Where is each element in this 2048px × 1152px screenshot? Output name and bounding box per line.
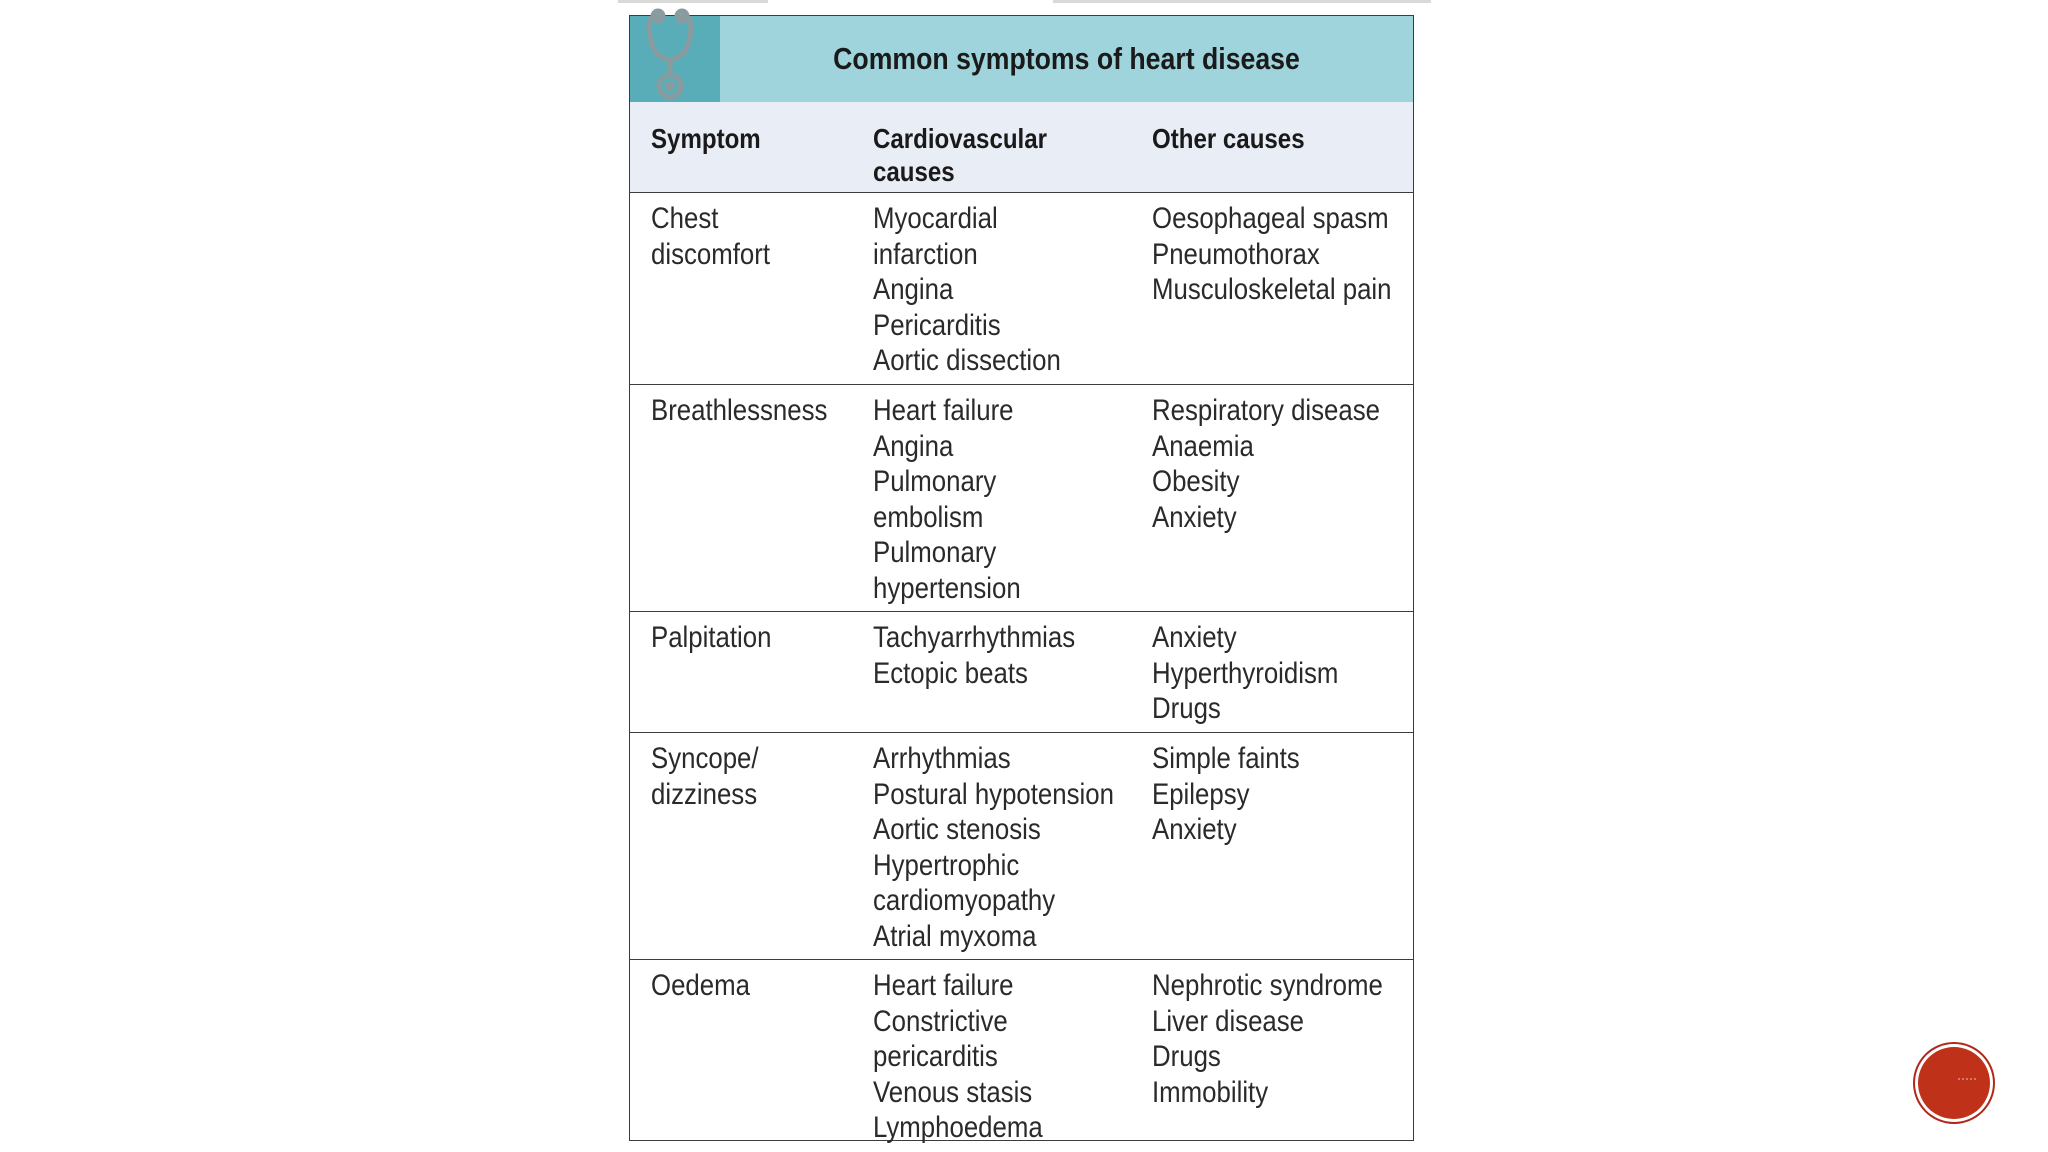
slide-nav-circle-button[interactable] — [1918, 1047, 1990, 1119]
other-causes-cell: Oesophageal spasm Pneumothorax Musculoskeletal pain — [1152, 202, 1392, 306]
other-causes-cell: Respiratory disease Anaemia Obesity Anxiety — [1152, 394, 1381, 534]
symptoms-table-figure — [629, 15, 1414, 1144]
table-row — [630, 193, 1413, 385]
table-row — [630, 612, 1413, 733]
column-header-row — [630, 102, 1413, 193]
slide-top-line-right — [1053, 0, 1431, 3]
other-causes-cell: Anxiety Hyperthyroidism Drugs — [1152, 621, 1339, 725]
cardiovascular-cell: Arrhythmias Postural hypotension Aortic stenosis Hypertrophic cardiomyopathy Atrial myxoma — [873, 742, 1114, 953]
table-row — [630, 733, 1413, 960]
table-row — [630, 960, 1413, 1144]
table-title: Common symptoms of heart disease — [833, 41, 1300, 76]
header-cardiovascular-causes: Cardiovascular causes — [873, 123, 1048, 187]
other-causes-cell: Simple faints Epilepsy Anxiety — [1152, 742, 1300, 846]
cardiovascular-cell: Heart failure Angina Pulmonary embolism Pulmonary hypertension — [873, 394, 1021, 605]
symptom-cell: Oedema — [651, 969, 750, 1002]
symptom-cell: Breathlessness — [651, 394, 828, 427]
cardiovascular-cell: Heart failure Constrictive pericarditis Venous stasis Lymphoedema — [873, 969, 1043, 1144]
header-symptom: Symptom — [651, 123, 761, 154]
other-causes-cell: Nephrotic syndrome Liver disease Drugs Immobility — [1152, 969, 1383, 1109]
circle-button-mark — [1958, 1078, 1976, 1088]
stethoscope-icon — [638, 2, 708, 104]
cardiovascular-cell: Tachyarrhythmias Ectopic beats — [873, 621, 1076, 690]
table-title-bar — [630, 16, 1413, 102]
table-row — [630, 385, 1413, 612]
header-other-causes: Other causes — [1152, 123, 1305, 154]
symptom-cell: Syncope/ dizziness — [651, 742, 759, 811]
symptom-cell: Palpitation — [651, 621, 772, 654]
symptom-cell: Chest discomfort — [651, 202, 771, 271]
cardiovascular-cell: Myocardial infarction Angina Pericarditis Aortic dissection — [873, 202, 1061, 377]
